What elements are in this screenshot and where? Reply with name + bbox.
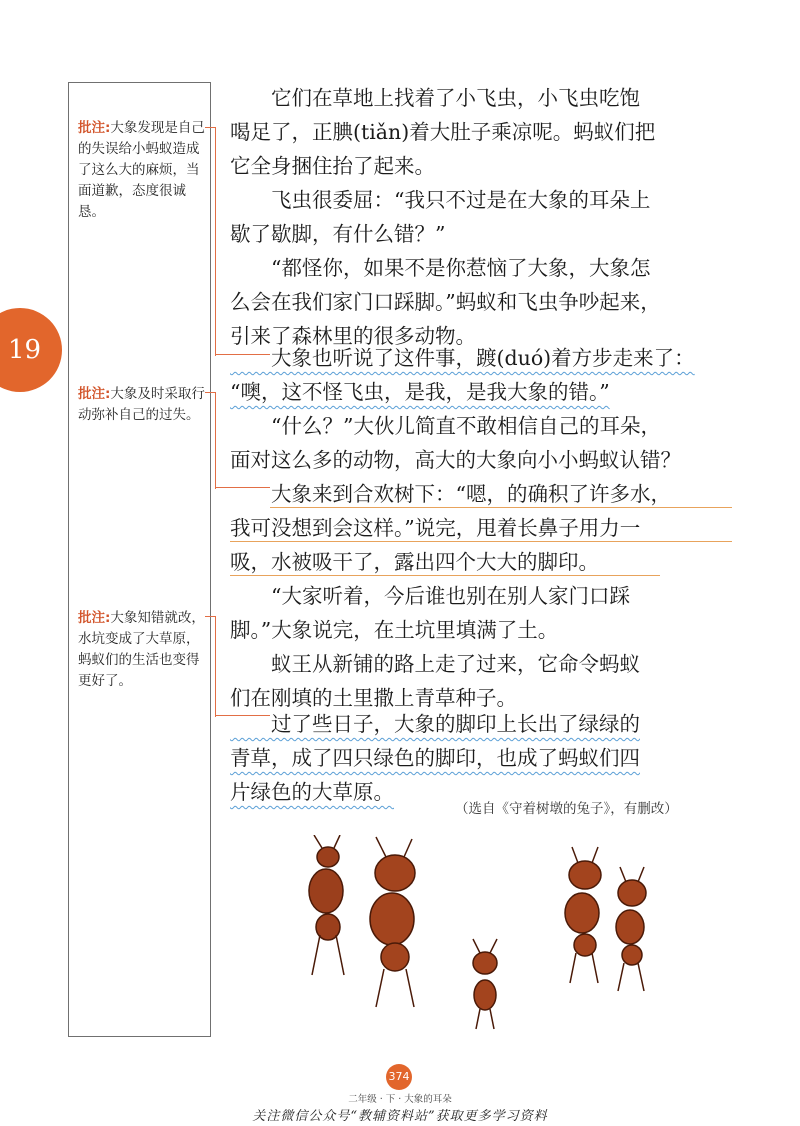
annotation-text: 大象及时采取行动弥补自己的过失。 <box>78 386 205 423</box>
body-line-annotated: 大象也听说了这件事，踱(duó)着方步走来了： <box>230 346 695 370</box>
orange-underline <box>230 541 732 542</box>
annotation-2 <box>78 384 206 426</box>
body-line: 它们在草地上找着了小飞虫，小飞虫吃饱 <box>230 86 640 110</box>
body-line: 么会在我们家门口踩脚。”蚂蚁和飞虫争吵起来， <box>230 290 661 314</box>
ant-figure <box>370 837 415 1007</box>
body-line: 面对这么多的动物，高大的大象向小小蚂蚁认错？ <box>230 448 681 472</box>
ant-figure <box>473 939 497 1029</box>
body-line-annotated: “噢，这不怪飞虫，是我，是我大象的错。” <box>230 380 610 404</box>
ant-figure <box>616 867 646 991</box>
connector-bracket <box>205 616 216 717</box>
body-line: 引来了森林里的很多动物。 <box>230 324 476 348</box>
body-line: 它全身捆住抬了起来。 <box>230 154 435 178</box>
body-line-annotated: 青草，成了四只绿色的脚印，也成了蚂蚁们四 <box>230 746 640 770</box>
annotation-text: 大象发现是自己的失误给小蚂蚁造成了这么大的麻烦，当面道歉，态度很诚恳。 <box>78 120 205 220</box>
ants-illustration <box>280 835 680 1035</box>
connector-bracket <box>205 392 216 489</box>
body-line: 歇了歇脚，有什么错？” <box>230 222 446 246</box>
annotation-label: 批注: <box>78 120 111 136</box>
body-line-annotated: 大象来到合欢树下：“嗯，的确积了许多水， <box>230 482 671 506</box>
footer-subtitle: 二年级 · 下 · 大象的耳朵 <box>348 1094 452 1105</box>
connector-bracket <box>205 127 216 356</box>
ant-figure <box>565 847 601 983</box>
annotation-text: 大象知错就改，水坑变成了大草原，蚂蚁们的生活也变得更好了。 <box>78 610 205 689</box>
body-line: 们在刚填的土里撒上青草种子。 <box>230 686 517 710</box>
body-line: 脚。”大象说完，在土坑里填满了土。 <box>230 618 559 642</box>
chapter-badge <box>0 308 62 392</box>
annotation-label: 批注: <box>78 386 111 402</box>
body-line: “什么？”大伙儿简直不敢相信自己的耳朵， <box>230 414 661 438</box>
body-line-annotated: 过了些日子，大象的脚印上长出了绿绿的 <box>230 712 640 736</box>
body-line-annotated: 片绿色的大草原。 <box>230 780 394 804</box>
source-note: （选自《守着树墩的兔子》，有删改） <box>455 801 678 817</box>
body-line-annotated: 我可没想到会这样。”说完，甩着长鼻子用力一 <box>230 516 641 540</box>
body-line-annotated: 吸，水被吸干了，露出四个大大的脚印。 <box>230 550 599 574</box>
body-line: 蚁王从新铺的路上走了过来，它命令蚂蚁 <box>230 652 640 676</box>
page-number: 374 <box>386 1064 412 1090</box>
body-line: 喝足了，正腆(tiǎn)着大肚子乘凉呢。蚂蚁们把 <box>230 120 656 144</box>
body-line: “大家听着，今后谁也别在别人家门口踩 <box>230 584 630 608</box>
orange-underline <box>230 575 660 576</box>
annotation-margin <box>68 82 211 1037</box>
annotation-1 <box>78 118 206 223</box>
footer-promo: 关注微信公众号“教辅资料站”获取更多学习资料 <box>252 1109 548 1124</box>
orange-underline <box>270 507 732 508</box>
annotation-label: 批注: <box>78 610 111 626</box>
annotation-3 <box>78 608 206 692</box>
body-line: “都怪你，如果不是你惹恼了大象，大象怎 <box>230 256 651 280</box>
ant-figure <box>309 835 344 975</box>
chapter-number: 19 <box>8 335 42 365</box>
body-line: 飞虫很委屈：“我只不过是在大象的耳朵上 <box>230 188 651 212</box>
